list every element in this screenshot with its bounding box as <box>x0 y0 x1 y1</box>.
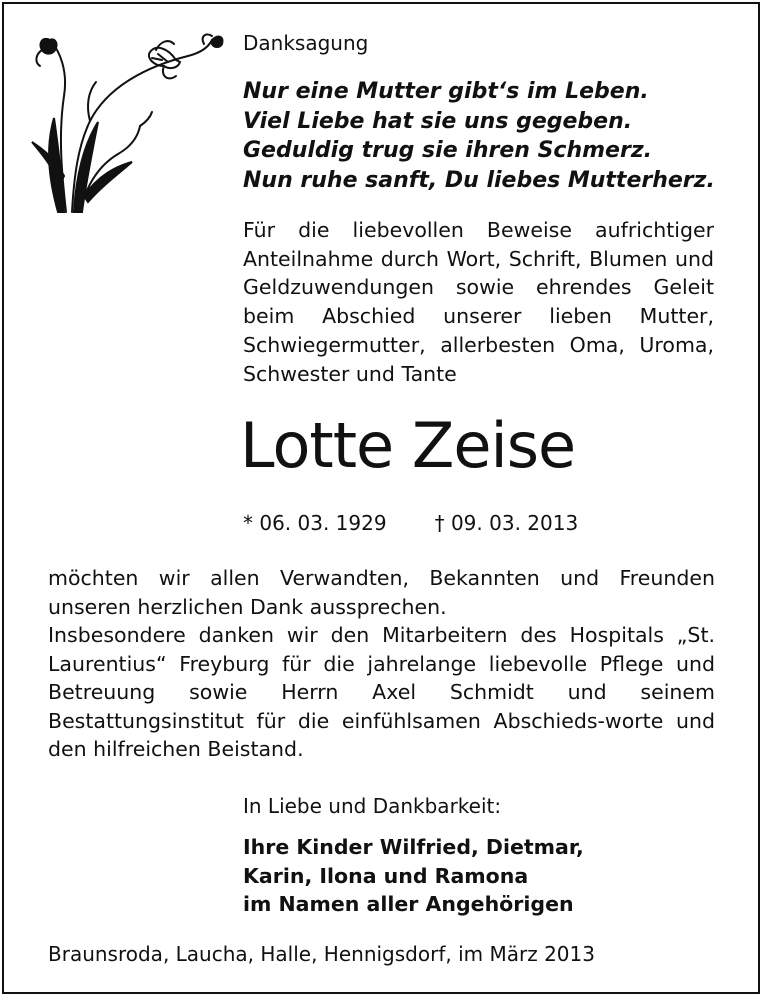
thanks-paragraph: Insbesondere danken wir den Mitarbeitern des Hospitals „St. Laurentius“ Freyburg für die jahrelange liebevolle Pflege und Betreuung sowie Herrn Axel Schmidt und seinem Bestattungsinstitut für die einfühlsamen Abschieds-worte und den hilfreichen Beistand. <box>48 623 715 761</box>
poem <box>243 77 743 195</box>
family-line: Ihre Kinder Wilfried, Dietmar, <box>243 835 584 859</box>
heading-danksagung: Danksagung <box>243 31 369 55</box>
iris-flower-icon <box>28 26 228 216</box>
deceased-name: Lotte Zeise <box>240 409 576 482</box>
death-date: † 09. 03. 2013 <box>434 511 579 535</box>
family-line: Karin, Ilona und Ramona <box>243 863 529 888</box>
birth-date: * 06. 03. 1929 <box>243 511 387 535</box>
closing-line: In Liebe und Dankbarkeit: <box>243 794 502 818</box>
life-dates <box>243 510 578 537</box>
poem-line: Geduldig trug sie ihren Schmerz. <box>243 138 652 163</box>
intro-paragraph: Für die liebevollen Beweise aufrichtiger Anteilnahme durch Wort, Schrift, Blumen und Geldzuwendungen sowie ehrendes Geleit beim Abschied unserer lieben Mutter, Schwiegermutter, allerbesten Oma, Uroma, Schwester und Tante <box>243 218 714 386</box>
poem-line: Nur eine Mutter gibt‘s im Leben. <box>243 79 649 104</box>
family-signature <box>243 833 584 919</box>
family-line: im Namen aller Angehörigen <box>243 892 574 916</box>
poem-line: Nun ruhe sanft, Du liebes Mutterherz. <box>243 167 715 193</box>
poem-line: Viel Liebe hat sie uns gegeben. <box>243 108 633 134</box>
thanks-text <box>48 564 715 764</box>
thanks-paragraph: möchten wir allen Verwandten, Bekannten und Freunden unseren herzlichen Dank aussprechen. <box>48 566 715 619</box>
place-and-date: Braunsroda, Laucha, Halle, Hennigsdorf, im März 2013 <box>48 942 595 966</box>
